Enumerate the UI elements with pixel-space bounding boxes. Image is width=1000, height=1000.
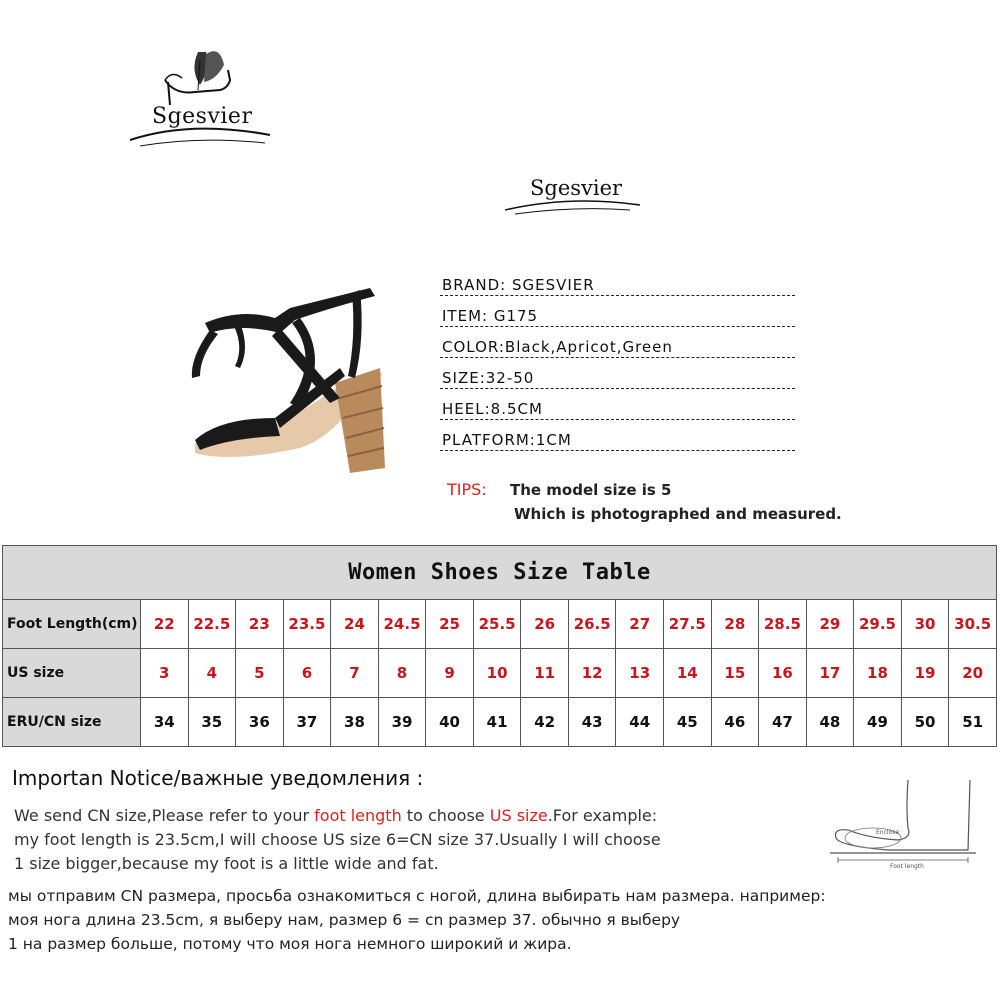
size-table-title: Women Shoes Size Table	[3, 546, 997, 600]
size-cell: 10	[473, 649, 521, 698]
notice-russian	[8, 884, 826, 956]
notice-en-text: to choose	[401, 806, 490, 825]
brand-logo-text: Sgesvier	[152, 104, 253, 129]
notice-ru-line3: 1 на размер больше, потому что моя нога немного широкий и жира.	[8, 935, 572, 953]
size-cell: 26	[521, 600, 569, 649]
size-cell: 24	[331, 600, 379, 649]
size-cell: 20	[949, 649, 997, 698]
size-cell: 42	[521, 698, 569, 747]
notice-en-text: .For example:	[547, 806, 658, 825]
size-cell: 11	[521, 649, 569, 698]
size-cell: 23.5	[283, 600, 331, 649]
size-cell: 4	[188, 649, 236, 698]
brand-logo-small-text: Sgesvier	[530, 176, 623, 200]
spec-platform: PLATFORM:1CM	[440, 420, 795, 451]
size-cell: 46	[711, 698, 759, 747]
size-cell: 27	[616, 600, 664, 649]
size-cell: 50	[901, 698, 949, 747]
notice-english	[14, 804, 661, 876]
size-cell: 29	[806, 600, 854, 649]
size-cell: 22	[141, 600, 189, 649]
size-cell: 34	[141, 698, 189, 747]
size-cell: 5	[236, 649, 284, 698]
size-cell: 45	[664, 698, 712, 747]
size-cell: 30	[901, 600, 949, 649]
size-cell: 41	[473, 698, 521, 747]
size-cell: 7	[331, 649, 379, 698]
size-cell: 28.5	[759, 600, 807, 649]
size-cell: 19	[901, 649, 949, 698]
size-cell: 18	[854, 649, 902, 698]
size-cell: 12	[568, 649, 616, 698]
tips-label: TIPS:	[447, 480, 487, 499]
size-cell: 38	[331, 698, 379, 747]
size-cell: 9	[426, 649, 474, 698]
size-table-row	[3, 600, 997, 649]
size-cell: 30.5	[949, 600, 997, 649]
size-cell: 17	[806, 649, 854, 698]
size-cell: 28	[711, 600, 759, 649]
notice-en-text: We send CN size,Please refer to your	[14, 806, 315, 825]
size-cell: 26.5	[568, 600, 616, 649]
spec-brand: BRAND: SGESVIER	[440, 265, 795, 296]
spec-size: SIZE:32-50	[440, 358, 795, 389]
size-row-label: ERU/CN size	[3, 698, 141, 747]
size-cell: 51	[949, 698, 997, 747]
size-cell: 22.5	[188, 600, 236, 649]
size-cell: 44	[616, 698, 664, 747]
size-cell: 49	[854, 698, 902, 747]
enclose-label: Enclose	[876, 829, 900, 836]
notice-ru-line1: мы отправим CN размера, просьба ознакомиться с ногой, длина выбирать нам размера. например:	[8, 887, 826, 905]
spec-color: COLOR:Black,Apricot,Green	[440, 327, 795, 358]
product-specs	[440, 265, 795, 451]
size-cell: 6	[283, 649, 331, 698]
size-cell: 25.5	[473, 600, 521, 649]
notice-highlight-us-size: US size	[489, 806, 548, 825]
size-cell: 14	[664, 649, 712, 698]
size-cell: 25	[426, 600, 474, 649]
size-cell: 24.5	[378, 600, 426, 649]
spec-item: ITEM: G175	[440, 296, 795, 327]
foot-length-label: Foot length	[890, 863, 924, 870]
size-table-row	[3, 649, 997, 698]
notice-title: Importan Notice/важные уведомления :	[12, 766, 424, 790]
size-cell: 35	[188, 698, 236, 747]
tips	[447, 480, 842, 523]
foot-measure-diagram	[828, 778, 978, 873]
spec-heel: HEEL:8.5CM	[440, 389, 795, 420]
size-cell: 43	[568, 698, 616, 747]
size-cell: 16	[759, 649, 807, 698]
notice-highlight-foot-length: foot length	[314, 806, 402, 825]
size-table-row	[3, 698, 997, 747]
size-cell: 3	[141, 649, 189, 698]
size-cell: 39	[378, 698, 426, 747]
size-cell: 8	[378, 649, 426, 698]
size-cell: 29.5	[854, 600, 902, 649]
notice-en-line1	[14, 804, 661, 828]
tips-line1: The model size is 5	[510, 481, 672, 499]
tips-line2: Which is photographed and measured.	[514, 505, 842, 523]
size-cell: 36	[236, 698, 284, 747]
size-row-label: US size	[3, 649, 141, 698]
size-cell: 37	[283, 698, 331, 747]
size-cell: 48	[806, 698, 854, 747]
brand-logo-graphic	[120, 40, 290, 160]
size-cell: 23	[236, 600, 284, 649]
notice-en-line3: 1 size bigger,because my foot is a little wide and fat.	[14, 854, 439, 873]
notice-ru-line2: моя нога длина 23.5cm, я выберу нам, размер 6 = cn размер 37. обычно я выберу	[8, 911, 681, 929]
product-sandal-image	[180, 268, 430, 488]
notice-en-line2: my foot length is 23.5cm,I will choose US size 6=CN size 37.Usually I will choose	[14, 830, 661, 849]
size-cell: 40	[426, 698, 474, 747]
size-table	[2, 545, 997, 747]
size-row-label: Foot Length(cm)	[3, 600, 141, 649]
size-cell: 13	[616, 649, 664, 698]
size-cell: 47	[759, 698, 807, 747]
size-cell: 27.5	[664, 600, 712, 649]
size-cell: 15	[711, 649, 759, 698]
